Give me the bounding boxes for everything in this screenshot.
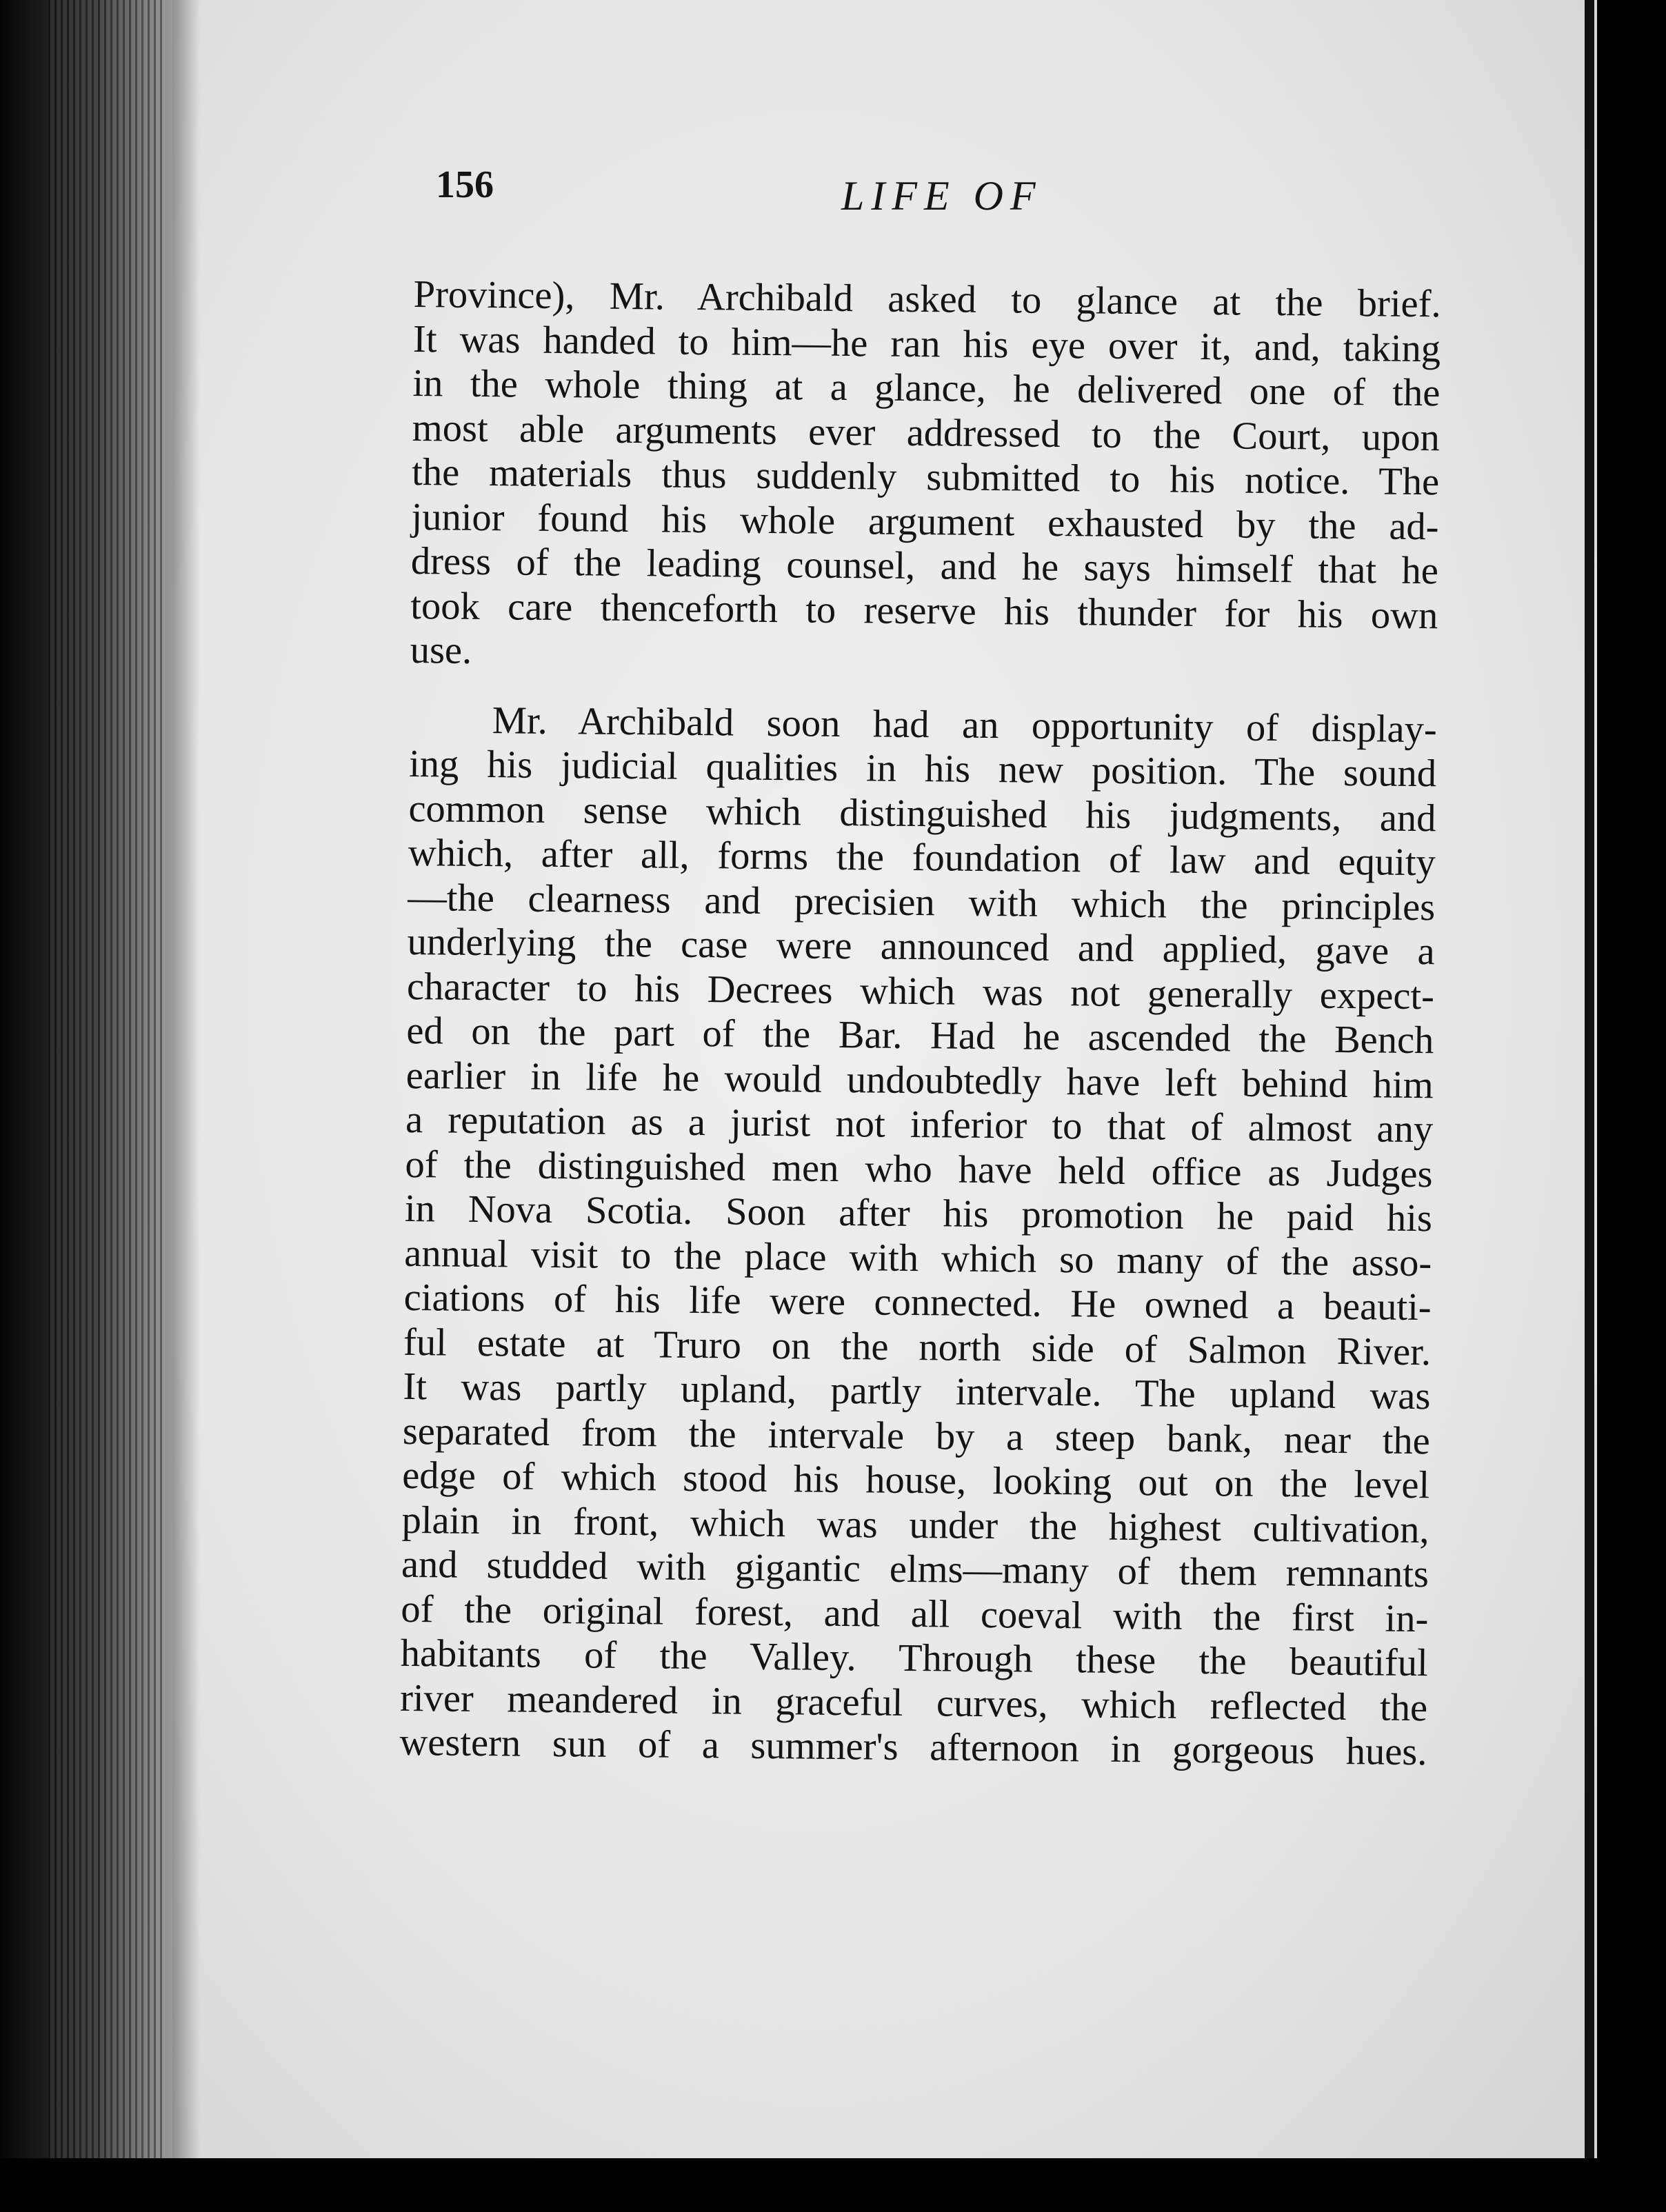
text-line: in Nova Scotia. Soon after his promotion he paid his — [404, 1187, 1433, 1240]
text-line: and studded with gigantic elms—many of them remnants — [401, 1542, 1429, 1596]
text-line: annual visit to the place with which so many of the asso- — [404, 1231, 1432, 1285]
page-number: 156 — [436, 163, 494, 206]
text-line: the materials thus suddenly submitted to his notice. The — [411, 450, 1440, 504]
text-line: edge of which stood his house, looking out on the level — [401, 1454, 1430, 1507]
text-line: earlier in life he would undoubtedly have left behind him — [405, 1054, 1434, 1107]
text-line: Mr. Archibald soon had an opportunity of display- — [492, 698, 1438, 751]
text-line: of the distinguished men who have held office as Judges — [405, 1143, 1433, 1196]
running-title: LIFE OF — [841, 173, 1043, 219]
text-line: ing his judicial qualities in his new position. The sound — [408, 742, 1437, 796]
text-line: ful estate at Truro on the north side of Salmon River. — [403, 1320, 1432, 1374]
paragraph-2 — [399, 697, 1437, 1774]
text-line: use. — [410, 628, 472, 672]
text-line: common sense which distinguished his judgments, and — [408, 787, 1436, 840]
text-line: ed on the part of the Bar. Had he ascended the Bench — [406, 1009, 1434, 1063]
body-text — [399, 272, 1441, 1775]
text-line: in the whole thing at a glance, he delivered one of the — [412, 361, 1441, 415]
text-line: a reputation as a jurist not inferior to that of almost any — [405, 1098, 1434, 1152]
scan-right-border — [1597, 0, 1666, 2212]
text-line: It was handed to him—he ran his eye over it, and, taking — [412, 317, 1441, 370]
text-line: western sun of a summer's afternoon in gorgeous hues. — [399, 1720, 1427, 1774]
scan-bottom-border — [0, 2158, 1666, 2212]
page-right-edge — [1585, 0, 1594, 2212]
text-line: junior found his whole argument exhausted by the ad- — [411, 495, 1439, 548]
text-line: separated from the intervale by a steep bank, near the — [402, 1409, 1431, 1462]
text-line: which, after all, forms the foundation of law and equity — [408, 831, 1436, 885]
text-line: underlying the case were announced and applied, gave a — [407, 920, 1435, 974]
text-line: took care thenceforth to reserve his thunder for his own — [410, 584, 1438, 637]
text-line: —the clearness and precisien with which the principles — [408, 876, 1436, 929]
text-line: most able arguments ever addressed to the Court, upon — [412, 406, 1441, 459]
text-line: of the original forest, and all coeval with the first in- — [401, 1587, 1429, 1640]
paragraph-1 — [410, 272, 1441, 683]
text-line: habitants of the Valley. Through these the beautiful — [400, 1631, 1429, 1685]
text-line: Province), Mr. Archibald asked to glance at the brief. — [413, 272, 1441, 326]
page-gutter-shadow — [172, 0, 200, 2158]
text-line: plain in front, which was under the highest cultivation, — [401, 1498, 1429, 1551]
text-line: It was partly upland, partly intervale. The upland was — [403, 1365, 1431, 1418]
text-line: ciations of his life were connected. He owned a beauti- — [403, 1276, 1432, 1329]
text-line: character to his Decrees which was not generally expect- — [406, 965, 1435, 1018]
spine-texture — [48, 0, 165, 2212]
text-line: dress of the leading counsel, and he says himself that he — [410, 539, 1439, 593]
text-line: river meandered in graceful curves, which reflected the — [399, 1676, 1428, 1729]
